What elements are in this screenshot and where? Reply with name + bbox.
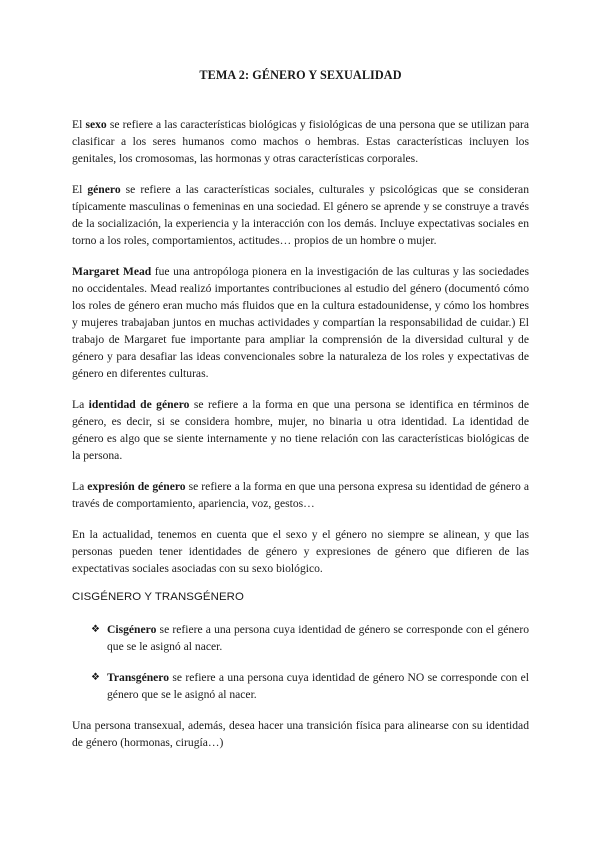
p3-body: fue una antropóloga pionera en la investigación de las culturas y las sociedades no occidentales. Mead realizó importantes contribuciones al estudio del género (documentó cómo los roles de género eran mucho más fluidos que en la cultura estadounidense, y cómo los hombres y mujeres trabajaban juntos en muchas actividades y compartían la responsabilidad de cuidar.) El trabajo de Margaret fue importante para ampliar la comprensión de la diversidad cultural y de género y para desafiar las ideas convencionales sobre la naturaleza de los roles y expectativas de género en diferentes culturas. — [72, 265, 529, 380]
p1-body: se refiere a las características biológicas y fisiológicas de una persona que se utilizan para clasificar a los seres humanos como machos o hembras. Estas características incluyen los genitales, los cromosomas, las hormonas y otras características corporales. — [72, 118, 529, 165]
bullet-cisgenero — [72, 621, 529, 655]
diamond-bullet-icon: ❖ — [91, 624, 100, 635]
paragraph-identidad-genero — [72, 396, 529, 464]
p2-pre: El — [72, 183, 88, 196]
term-cisgenero: Cisgénero — [107, 623, 157, 636]
term-expresion-genero: expresión de género — [87, 480, 186, 493]
paragraph-expresion-genero — [72, 478, 529, 512]
section-heading: CISGÉNERO Y TRANSGÉNERO — [72, 591, 244, 603]
p4-body: se refiere a la forma en que una persona se identifica en términos de género, es decir, si se considera hombre, mujer, no binaria u otra identidad. La identidad de género es algo que se siente internamente y no tiene relación con las características biológicas de la persona. — [72, 398, 529, 462]
term-sexo: sexo — [85, 118, 107, 131]
bullet-transgenero-body: se refiere a una persona cuya identidad de género NO se corresponde con el género que se le asignó al nacer. — [107, 671, 529, 701]
p5-pre: La — [72, 480, 88, 493]
term-genero: género — [87, 183, 121, 196]
term-identidad-genero: identidad de género — [88, 398, 190, 411]
bullet-cisgenero-body: se refiere a una persona cuya identidad de género se corresponde con el género que se le asignó al nacer. — [107, 623, 529, 653]
paragraph-margaret-mead — [72, 263, 529, 382]
term-transgenero: Transgénero — [107, 671, 170, 684]
document-page — [72, 68, 529, 765]
paragraph-genero — [72, 181, 529, 249]
p4-pre: La — [72, 398, 89, 411]
bullet-transgenero — [72, 669, 529, 703]
paragraph-actualidad: En la actualidad, tenemos en cuenta que el sexo y el género no siempre se alinean, y que las personas pueden tener identidades de género y expresiones de género que difieren de las expectativas sociales asociadas con su sexo biológico. — [72, 528, 529, 575]
diamond-bullet-icon: ❖ — [91, 672, 100, 683]
term-margaret-mead: Margaret Mead — [72, 265, 152, 278]
p1-pre: El — [72, 118, 86, 131]
p5-body: se refiere a la forma en que una persona expresa su identidad de género a través de comportamiento, apariencia, voz, gestos… — [72, 480, 529, 510]
paragraph-sexo — [72, 116, 529, 167]
paragraph-transexual: Una persona transexual, además, desea hacer una transición física para alinearse con su identidad de género (hormonas, cirugía…) — [72, 719, 529, 749]
p2-body: se refiere a las características sociales, culturales y psicológicas que se consideran típicamente masculinas o femeninas en una sociedad. El género se aprende y se construye a través de la socialización, la experiencia y la interacción con los demás. Incluye expectativas sociales en torno a los roles, comportamientos, actitudes… propios de un hombre o mujer. — [72, 183, 530, 247]
page-title: TEMA 2: GÉNERO Y SEXUALIDAD — [199, 68, 402, 82]
